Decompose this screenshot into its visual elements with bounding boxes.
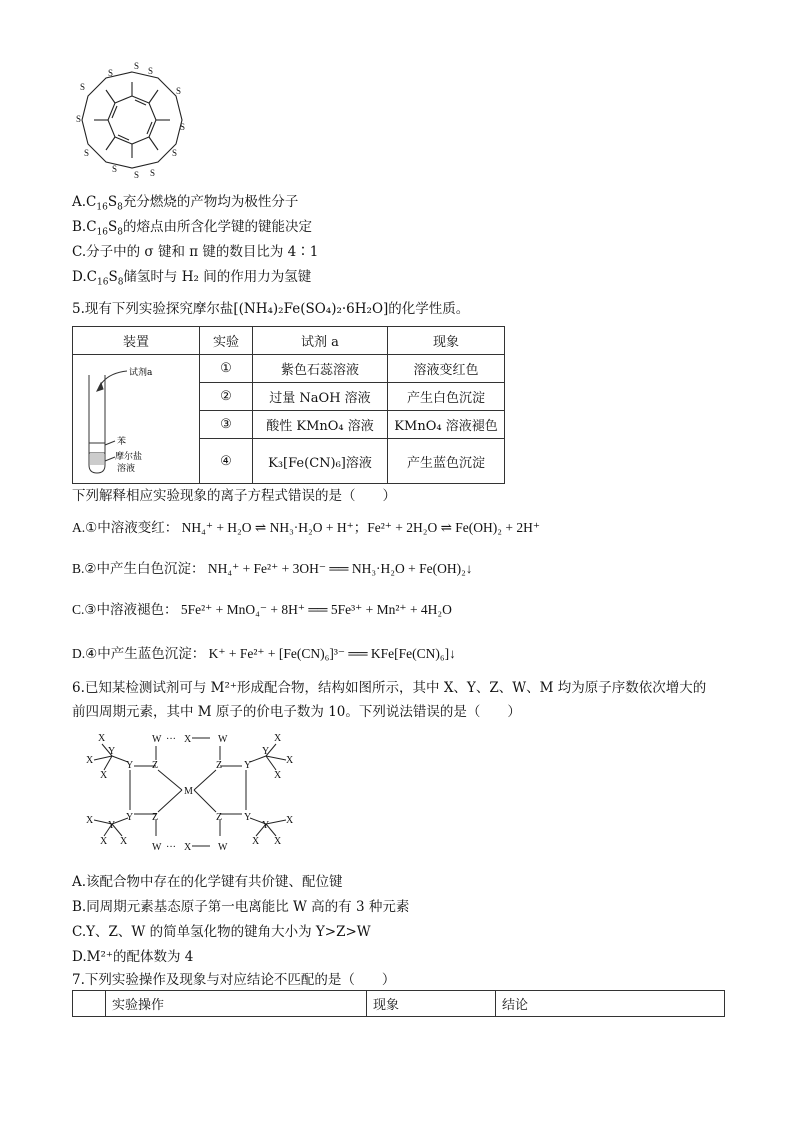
q6-stem-line1: 6.已知某检测试剂可与 M²⁺形成配合物，结构如图所示，其中 X、Y、Z、W、M 均为原子序数依次增大的	[72, 680, 707, 696]
q7-header-index	[73, 991, 106, 1017]
q4-option-b: $B.C_{16}S_8$的熔点由所含化学键的键能决定	[72, 219, 312, 238]
q5-option-b: B.②中产生白色沉淀： NH₄⁺ + Fe²⁺ + 3OH⁻ ══ NH₃·H₂O + Fe(OH)₂↓	[72, 561, 473, 576]
row-phenomenon: 产生白色沉淀	[388, 383, 505, 411]
svg-text:W: W	[218, 734, 228, 745]
svg-text:X: X	[100, 770, 108, 781]
header-reagent: 试剂 a	[253, 327, 388, 355]
svg-text:X: X	[184, 734, 192, 745]
s-atom-label: S	[180, 122, 186, 132]
header-experiment: 实验	[200, 327, 253, 355]
svg-text:Z: Z	[216, 812, 223, 823]
s-atom-label: S	[172, 148, 178, 158]
q7-header-conclusion: 结论	[496, 991, 725, 1017]
q6-option-c: C.Y、Z、W 的简单氢化物的键角大小为 Y>Z>W	[72, 924, 371, 940]
row-num: ①	[200, 355, 253, 383]
apparatus-cell	[73, 355, 200, 484]
q7-header-phenomenon: 现象	[367, 991, 496, 1017]
svg-text:X: X	[286, 815, 294, 826]
q7-table	[72, 990, 725, 1017]
row-reagent: 酸性 KMnO₄ 溶液	[253, 411, 388, 439]
metal-m-label: M	[184, 786, 193, 797]
complex-structure-figure	[72, 728, 312, 858]
s-atom-label: S	[176, 86, 182, 96]
row-reagent: 过量 NaOH 溶液	[253, 383, 388, 411]
row-num: ④	[200, 439, 253, 484]
mohr-salt-label: 摩尔盐	[115, 452, 143, 462]
test-tube-figure	[77, 357, 195, 477]
row-phenomenon: 产生蓝色沉淀	[388, 439, 505, 484]
svg-text:Y: Y	[262, 820, 270, 831]
header-apparatus: 装置	[73, 327, 200, 355]
q5-experiment-table	[72, 326, 505, 484]
s-atom-label: S	[112, 164, 118, 174]
svg-text:X: X	[98, 733, 106, 744]
q5-option-d: D.④中产生蓝色沉淀： K⁺ + Fe²⁺ + [Fe(CN)₆]³⁻ ══ KFe[Fe(CN)₆]↓	[72, 646, 456, 661]
row-num: ③	[200, 411, 253, 439]
svg-text:Z: Z	[152, 812, 159, 823]
svg-text:X: X	[184, 842, 192, 853]
q5-option-c: C.③中溶液褪色： 5Fe²⁺ + MnO₄⁻ + 8H⁺ ══ 5Fe³⁺ + Mn²⁺ + 4H₂O	[72, 602, 452, 617]
c16s8-molecule-figure	[72, 60, 192, 180]
q4-option-c: C.分子中的 σ 键和 π 键的数目比为 4∶1	[72, 244, 319, 260]
s-atom-label: S	[150, 168, 156, 178]
row-reagent: 紫色石蕊溶液	[253, 355, 388, 383]
benzene-label: 苯	[117, 437, 127, 447]
s-atom-label: S	[80, 82, 86, 92]
svg-text:Y: Y	[108, 820, 116, 831]
svg-text:W: W	[152, 842, 162, 853]
q6-option-a: A.该配合物中存在的化学键有共价键、配位键	[72, 874, 343, 890]
row-reagent: K₃[Fe(CN)₆]溶液	[253, 439, 388, 484]
svg-text:X: X	[100, 836, 108, 847]
solution-label: 溶液	[117, 464, 136, 474]
svg-text:Z: Z	[216, 760, 223, 771]
svg-text:Y: Y	[126, 760, 134, 771]
q5-question: 下列解释相应实验现象的离子方程式错误的是（ ）	[72, 488, 396, 504]
svg-text:X: X	[274, 733, 282, 744]
svg-text:···: ···	[166, 842, 176, 853]
row-phenomenon: 溶液变红色	[388, 355, 505, 383]
svg-text:W: W	[218, 842, 228, 853]
svg-text:X: X	[274, 770, 282, 781]
svg-text:X: X	[286, 755, 294, 766]
q7-header-operation: 实验操作	[106, 991, 367, 1017]
s-atom-label: S	[134, 61, 140, 71]
q6-stem-line2: 前四周期元素，其中 M 原子的价电子数为 10。下列说法错误的是（ ）	[72, 704, 521, 720]
q4-option-d: $D.C_{16}S_8$储氢时与 H₂ 间的作用力为氢键	[72, 269, 312, 288]
reagent-a-label: 试剂a	[129, 368, 153, 378]
svg-text:W: W	[152, 734, 162, 745]
svg-text:X: X	[252, 836, 260, 847]
q6-option-d: D.M²⁺的配体数为 4	[72, 949, 194, 965]
q7-stem: 7.下列实验操作及现象与对应结论不匹配的是（ ）	[72, 972, 396, 988]
svg-text:Y: Y	[262, 746, 270, 757]
svg-text:X: X	[274, 836, 282, 847]
q5-option-a: A.①中溶液变红： NH₄⁺ + H₂O ⇌ NH₃·H₂O + H⁺；Fe²⁺ + 2H₂O ⇌ Fe(OH)₂ + 2H⁺	[72, 520, 540, 535]
svg-text:···: ···	[166, 734, 176, 745]
q4-option-a: $A.C_{16}S_8$充分燃烧的产物均为极性分子	[72, 194, 299, 213]
s-atom-label: S	[134, 170, 140, 180]
s-atom-label: S	[76, 114, 82, 124]
s-atom-label: S	[84, 148, 90, 158]
svg-text:Y: Y	[244, 812, 252, 823]
svg-text:X: X	[86, 755, 94, 766]
svg-text:Y: Y	[126, 812, 134, 823]
q5-stem: 5.现有下列实验探究摩尔盐[(NH₄)₂Fe(SO₄)₂·6H₂O]的化学性质。	[72, 301, 470, 317]
row-num: ②	[200, 383, 253, 411]
svg-text:Y: Y	[108, 746, 116, 757]
header-phenomenon: 现象	[388, 327, 505, 355]
row-phenomenon: KMnO₄ 溶液褪色	[388, 411, 505, 439]
svg-text:Y: Y	[244, 760, 252, 771]
q6-option-b: B.同周期元素基态原子第一电离能比 W 高的有 3 种元素	[72, 899, 410, 915]
s-atom-label: S	[148, 66, 154, 76]
s-atom-label: S	[108, 68, 114, 78]
svg-text:X: X	[86, 815, 94, 826]
svg-text:X: X	[120, 836, 128, 847]
svg-text:Z: Z	[152, 760, 159, 771]
